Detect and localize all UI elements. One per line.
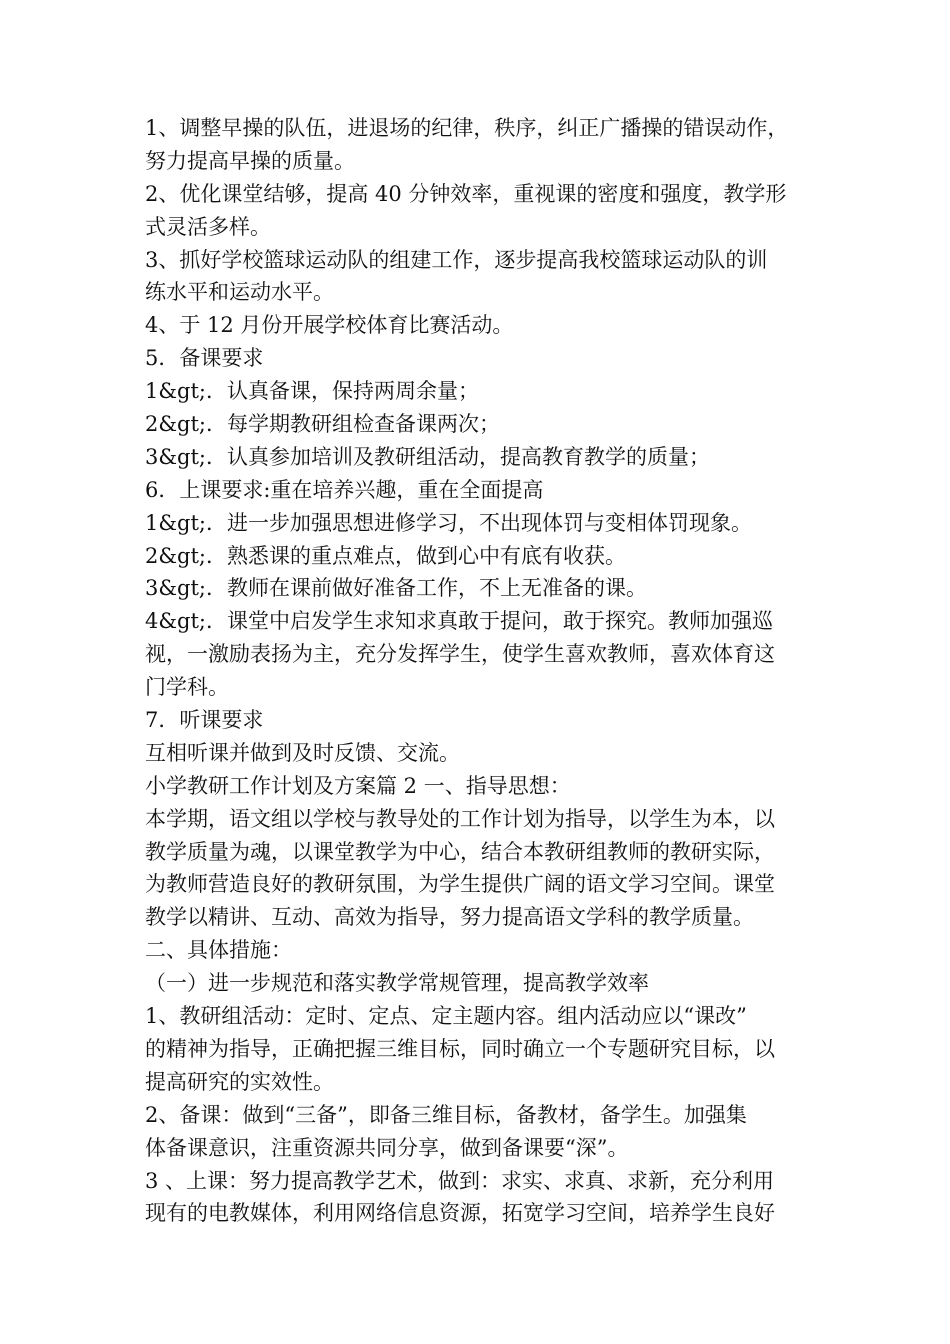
- text-line: 3&gt;．认真参加培训及教研组活动，提高教育教学的质量；: [145, 444, 711, 469]
- text-line: 3、抓好学校篮球运动队的组建工作，逐步提高我校篮球运动队的训: [145, 247, 768, 272]
- text-line: 门学科。: [145, 675, 229, 700]
- document-body: [145, 112, 825, 1230]
- text-line: 式灵活多样。: [145, 214, 271, 239]
- text-line: 4、于 12 月份开展学校体育比赛活动。: [145, 313, 514, 338]
- text-line: 互相听课并做到及时反馈、交流。: [145, 740, 460, 765]
- section-heading: 二、具体措施：: [145, 938, 292, 963]
- section-heading: 小学教研工作计划及方案篇 2 一、指导思想：: [145, 773, 571, 798]
- text-line: 2、备课：做到“三备”，即备三维目标，备教材，备学生。加强集: [145, 1102, 747, 1127]
- text-line: 2、优化课堂结够，提高 40 分钟效率，重视课的密度和强度，教学形: [145, 181, 787, 206]
- text-line: 为教师营造良好的教研氛围，为学生提供广阔的语文学习空间。课堂: [145, 872, 775, 897]
- text-line: 教学质量为魂，以课堂教学为中心，结合本教研组教师的教研实际，: [145, 839, 775, 864]
- text-line: 视，一激励表扬为主，充分发挥学生，使学生喜欢教师，喜欢体育这: [145, 642, 775, 667]
- text-line: 教学以精讲、互动、高效为指导，努力提高语文学科的教学质量。: [145, 905, 754, 930]
- section-heading: （一）进一步规范和落实教学常规管理，提高教学效率: [145, 971, 649, 996]
- section-heading: 7．听课要求: [145, 708, 264, 733]
- section-heading: 6．上课要求:重在培养兴趣，重在全面提高: [145, 477, 544, 502]
- text-line: 1、调整早操的队伍，进退场的纪律，秩序，纠正广播操的错误动作，: [145, 116, 789, 140]
- text-line: 练水平和运动水平。: [145, 280, 334, 305]
- text-line: 1、教研组活动：定时、定点、定主题内容。组内活动应以“课改”: [145, 1004, 747, 1029]
- text-line: 2&gt;．每学期教研组检查备课两次；: [145, 412, 501, 437]
- text-line: 1&gt;．认真备课，保持两周余量；: [145, 379, 480, 404]
- text-line: 3&gt;．教师在课前做好准备工作，不上无准备的课。: [145, 576, 648, 601]
- section-heading: 5．备课要求: [145, 346, 264, 371]
- text-line: 提高研究的实效性。: [145, 1069, 334, 1094]
- text-line: 2&gt;．熟悉课的重点难点，做到心中有底有收获。: [145, 543, 627, 568]
- text-line: 4&gt;．课堂中启发学生求知求真敢于提问，敢于探究。教师加强巡: [145, 609, 774, 634]
- text-line: 3 、上课：努力提高教学艺术，做到：求实、求真、求新，充分利用: [145, 1168, 775, 1193]
- text-line: 的精神为指导，正确把握三维目标，同时确立一个专题研究目标，以: [145, 1036, 775, 1061]
- text-line: 现有的电教媒体，利用网络信息资源，拓宽学习空间，培养学生良好: [145, 1201, 775, 1226]
- text-line: 1&gt;．进一步加强思想进修学习，不出现体罚与变相体罚现象。: [145, 510, 753, 535]
- text-line: 本学期，语文组以学校与教导处的工作计划为指导，以学生为本，以: [145, 806, 775, 831]
- text-line: 努力提高早操的质量。: [145, 148, 355, 173]
- text-line: 体备课意识，注重资源共同分享，做到备课要“深”。: [145, 1135, 629, 1160]
